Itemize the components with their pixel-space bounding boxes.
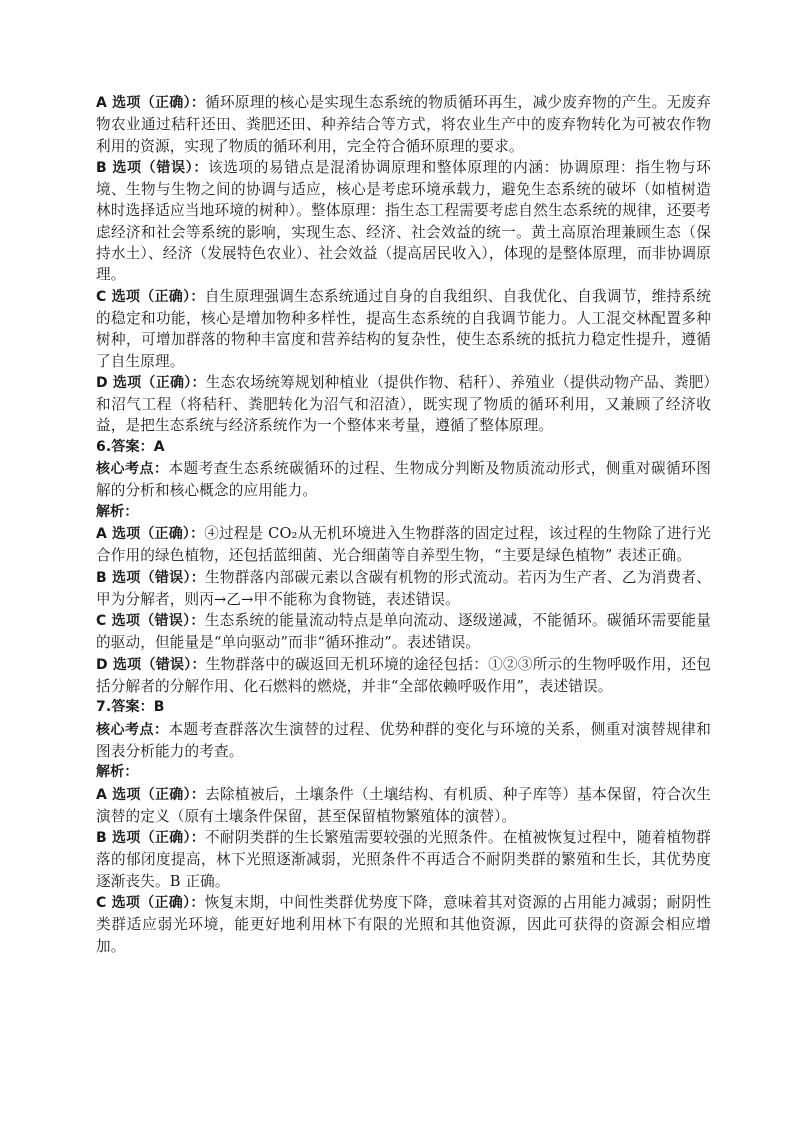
option-label: C 选项（正确）： [96, 288, 205, 305]
option-label: A 选项（正确）： [96, 525, 205, 542]
q6-option-b [96, 567, 711, 611]
core-label: 核心考点： [96, 461, 169, 478]
q5-option-c [96, 286, 711, 372]
option-label: D 选项（错误）： [96, 656, 206, 673]
option-text: ④过程是 CO₂从无机环境进入生物群落的固定过程，该过程的生物除了进行光合作用的绿色植物，还包括蓝细菌、光合细菌等自养型生物，“主要是绿色植物” 表述正确。 [96, 524, 712, 565]
q6-option-d [96, 654, 711, 698]
option-label: B 选项（错误）： [96, 159, 209, 176]
q6-analysis-heading: 解析： [96, 503, 139, 520]
q5-option-a [96, 92, 711, 157]
option-label: A 选项（正确）： [96, 786, 206, 803]
option-text: 去除植被后，土壤条件（土壤结构、有机质、种子库等）基本保留，符合次生演替的定义（原有土壤条件保留，甚至保留植物繁殖体的演替）。 [96, 785, 712, 825]
q7-answer: 7.答案：B [96, 699, 165, 716]
option-label: A 选项（正确）： [96, 95, 206, 111]
q7-option-c [96, 892, 711, 957]
option-text: 生态农场统筹规划种植业（提供作物、秸秆）、养殖业（提供动物产品、粪肥）和沼气工程（将秸秆、粪肥转化为沼气和沼渣），既实现了物质的循环利用，又兼顾了经济收益，是把生态系统与经济系统作为一个整体来考量，遵循了整体原理。 [96, 373, 711, 435]
q5-option-b [96, 157, 711, 286]
q6-answer: 6.答案：A [96, 438, 165, 455]
option-label: C 选项（错误）： [96, 613, 205, 630]
option-label: C 选项（正确）： [96, 894, 205, 911]
q7-analysis-heading: 解析： [96, 764, 139, 781]
option-label: B 选项（错误）： [96, 569, 206, 586]
q7-option-a [96, 784, 711, 828]
option-text: 循环原理的核心是实现生态系统的物质循环再生，减少废弃物的产生。无废弃物农业通过秸秆还田、粪肥还田、种养结合等方式，将农业生产中的废弃物转化为可被农作物利用的资源，实现了物质的循环利用，完全符合循环原理的要求。 [96, 94, 712, 155]
option-text: 自生原理强调生态系统通过自身的自我组织、自我优化、自我调节，维持系统的稳定和功能，核心是增加物种多样性，提高生态系统的自我调节能力。人工混交林配置多种树种，可增加群落的物种丰富度和营养结构的复杂性，使生态系统的抵抗力稳定性提升，遵循了自生原理。 [96, 287, 712, 370]
option-text: 生物群落中的碳返回无机环境的途径包括：①②③所示的生物呼吸作用，还包括分解者的分解作用、化石燃料的燃烧，并非“全部依赖呼吸作用”，表述错误。 [96, 655, 711, 696]
q6-option-c [96, 610, 711, 654]
q7-option-b [96, 827, 711, 892]
option-label: B 选项（正确）： [96, 830, 206, 847]
option-text: 生态系统的能量流动特点是单向流动、逐级递减，不能循环。碳循环需要能量的驱动，但能量是“单向驱动”而非“循环推动”。表述错误。 [96, 612, 712, 652]
option-label: D 选项（正确）： [96, 374, 206, 391]
option-text: 恢复末期，中间性类群优势度下降，意味着其对资源的占用能力减弱；耐阴性类群适应弱光环境，能更好地利用林下有限的光照和其他资源，因此可获得的资源会相应增加。 [96, 893, 712, 955]
q5-option-d [96, 372, 711, 437]
core-text: 本题考查群落次生演替的过程、优势种群的变化与环境的关系，侧重对演替规律和图表分析能力的考查。 [96, 720, 712, 760]
option-text: 该选项的易错点是混淆协调原理和整体原理的内涵：协调原理：指生物与环境、生物与生物之间的协调与适应，核心是考虑环境承载力，避免生态系统的破坏（如植树造林时选择适应当地环境的树种）。整体原理：指生态工程需要考虑自然生态系统的规律，还要考虑经济和社会等系统的影响，实现生态、经济、社会效益的统一。黄土高原治理兼顾生态（保持水土）、经济（发展特色农业）、社会效益（提高居民收入），体现的是整体原理，而非协调原理。 [96, 158, 711, 284]
q6-option-a [96, 523, 711, 567]
document-page [96, 92, 711, 957]
q7-core-point [96, 719, 711, 763]
option-text: 生物群落内部碳元素以含碳有机物的形式流动。若丙为生产者、乙为消费者、甲为分解者，则丙→乙→甲不能称为食物链，表述错误。 [96, 568, 711, 608]
option-text: 不耐阴类群的生长繁殖需要较强的光照条件。在植被恢复过程中，随着植物群落的郁闭度提高，林下光照逐渐减弱，光照条件不再适合不耐阴类群的繁殖和生长，其优势度逐渐丧失。B 正确。 [96, 829, 711, 890]
core-text: 本题考查生态系统碳循环的过程、生物成分判断及物质流动形式，侧重对碳循环图解的分析和核心概念的应用能力。 [96, 460, 712, 500]
core-label: 核心考点： [96, 721, 169, 738]
q6-core-point [96, 458, 711, 502]
